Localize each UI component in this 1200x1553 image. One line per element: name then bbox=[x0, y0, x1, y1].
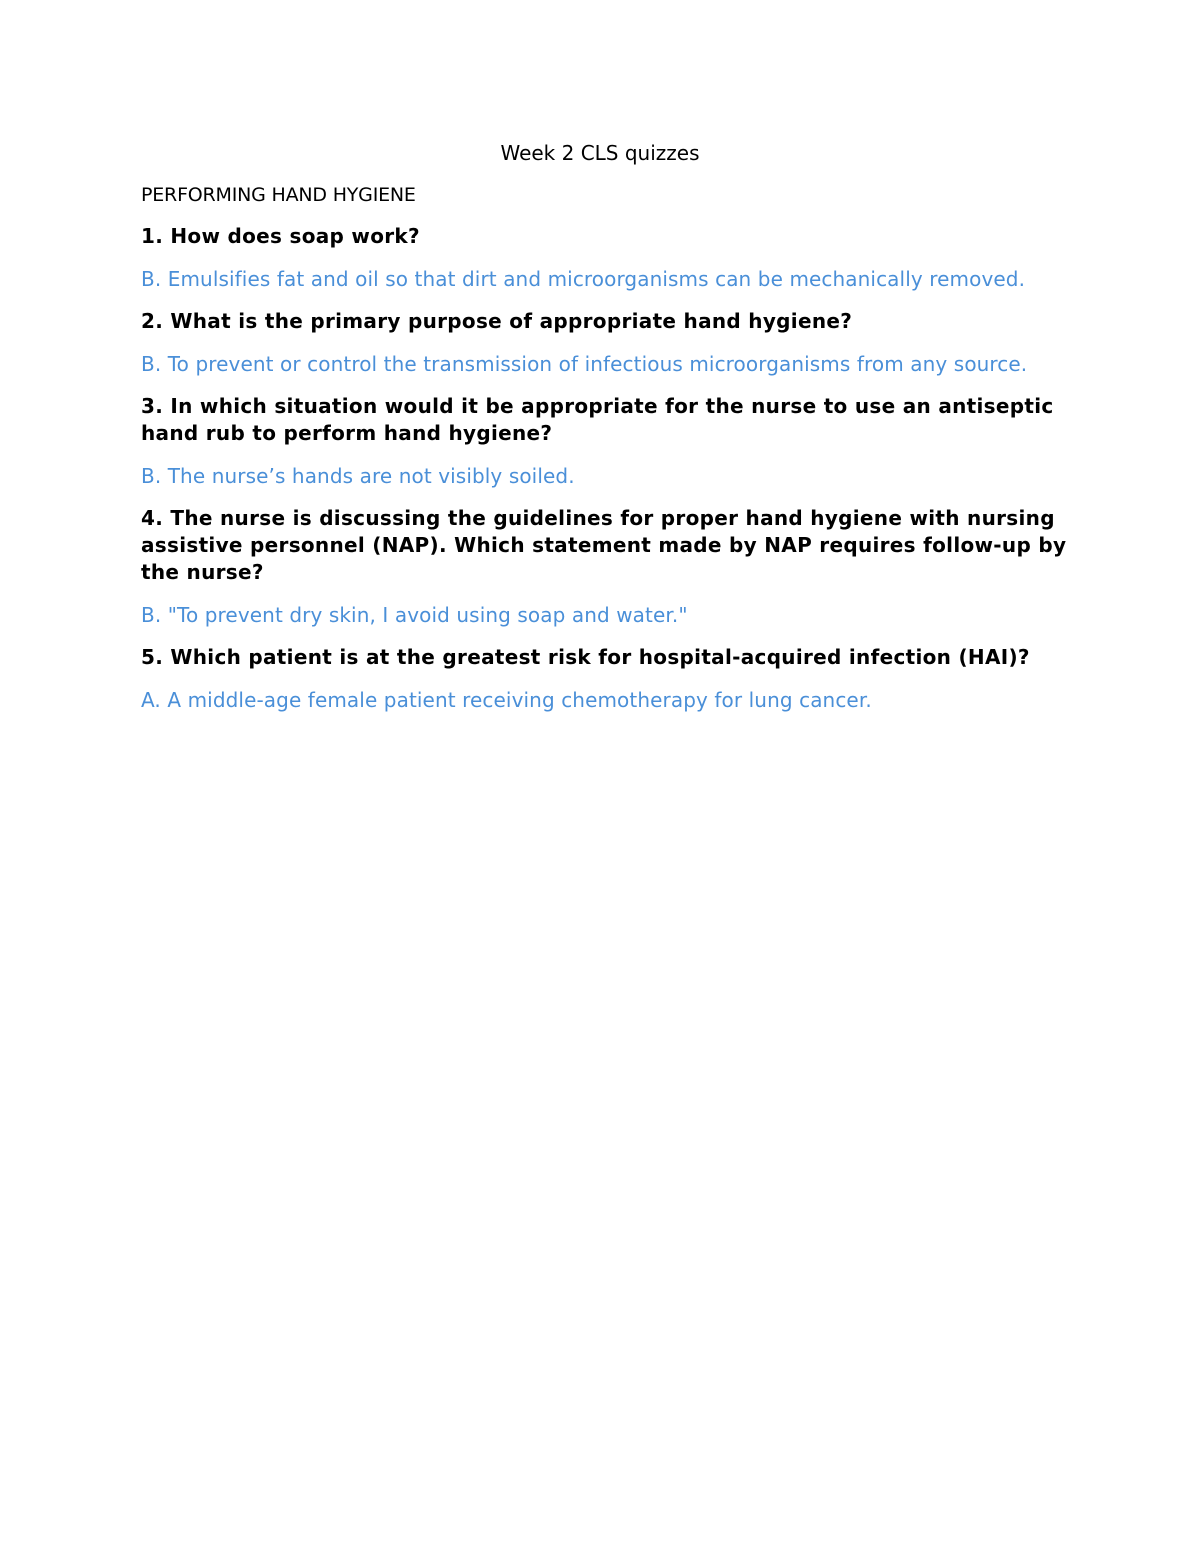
question-5 bbox=[141, 644, 1071, 671]
document-title: Week 2 CLS quizzes bbox=[500, 141, 700, 165]
question-4 bbox=[141, 505, 1071, 586]
question-number: 5. bbox=[141, 645, 164, 669]
question-1 bbox=[141, 223, 1071, 250]
question-number: 4. bbox=[141, 506, 164, 530]
question-3 bbox=[141, 393, 1071, 447]
answer-5: A. A middle-age female patient receiving chemotherapy for lung cancer. bbox=[141, 688, 872, 712]
question-block-5 bbox=[141, 644, 1071, 714]
question-block-1 bbox=[141, 223, 1071, 293]
answer-2: B. To prevent or control the transmission of infectious microorganisms from any source. bbox=[141, 352, 1028, 376]
question-number: 1. bbox=[141, 224, 171, 248]
question-text: Which patient is at the greatest risk for hospital-acquired infection (HAI)? bbox=[163, 645, 1030, 669]
question-number: 3. bbox=[141, 394, 164, 418]
question-text: What is the primary purpose of appropriate hand hygiene? bbox=[163, 309, 853, 333]
question-number: 2. bbox=[141, 309, 164, 333]
section-heading: PERFORMING HAND HYGIENE bbox=[141, 184, 416, 206]
question-text: The nurse is discussing the guidelines for proper hand hygiene with nursing assistive personnel (NAP). Which statement made by NAP requires follow-up by the nurse? bbox=[141, 506, 1067, 584]
answer-4: B. "To prevent dry skin, I avoid using soap and water." bbox=[141, 603, 688, 627]
question-block-3 bbox=[141, 393, 1071, 490]
question-text: How does soap work? bbox=[170, 224, 420, 248]
question-text: In which situation would it be appropriate for the nurse to use an antiseptic hand rub to perform hand hygiene? bbox=[141, 394, 1054, 445]
answer-1: B. Emulsifies fat and oil so that dirt and microorganisms can be mechanically removed. bbox=[141, 267, 1026, 291]
question-block-4 bbox=[141, 505, 1071, 629]
document-body bbox=[141, 139, 1071, 729]
question-2 bbox=[141, 308, 1071, 335]
question-block-2 bbox=[141, 308, 1071, 378]
answer-3: B. The nurse’s hands are not visibly soiled. bbox=[141, 464, 575, 488]
